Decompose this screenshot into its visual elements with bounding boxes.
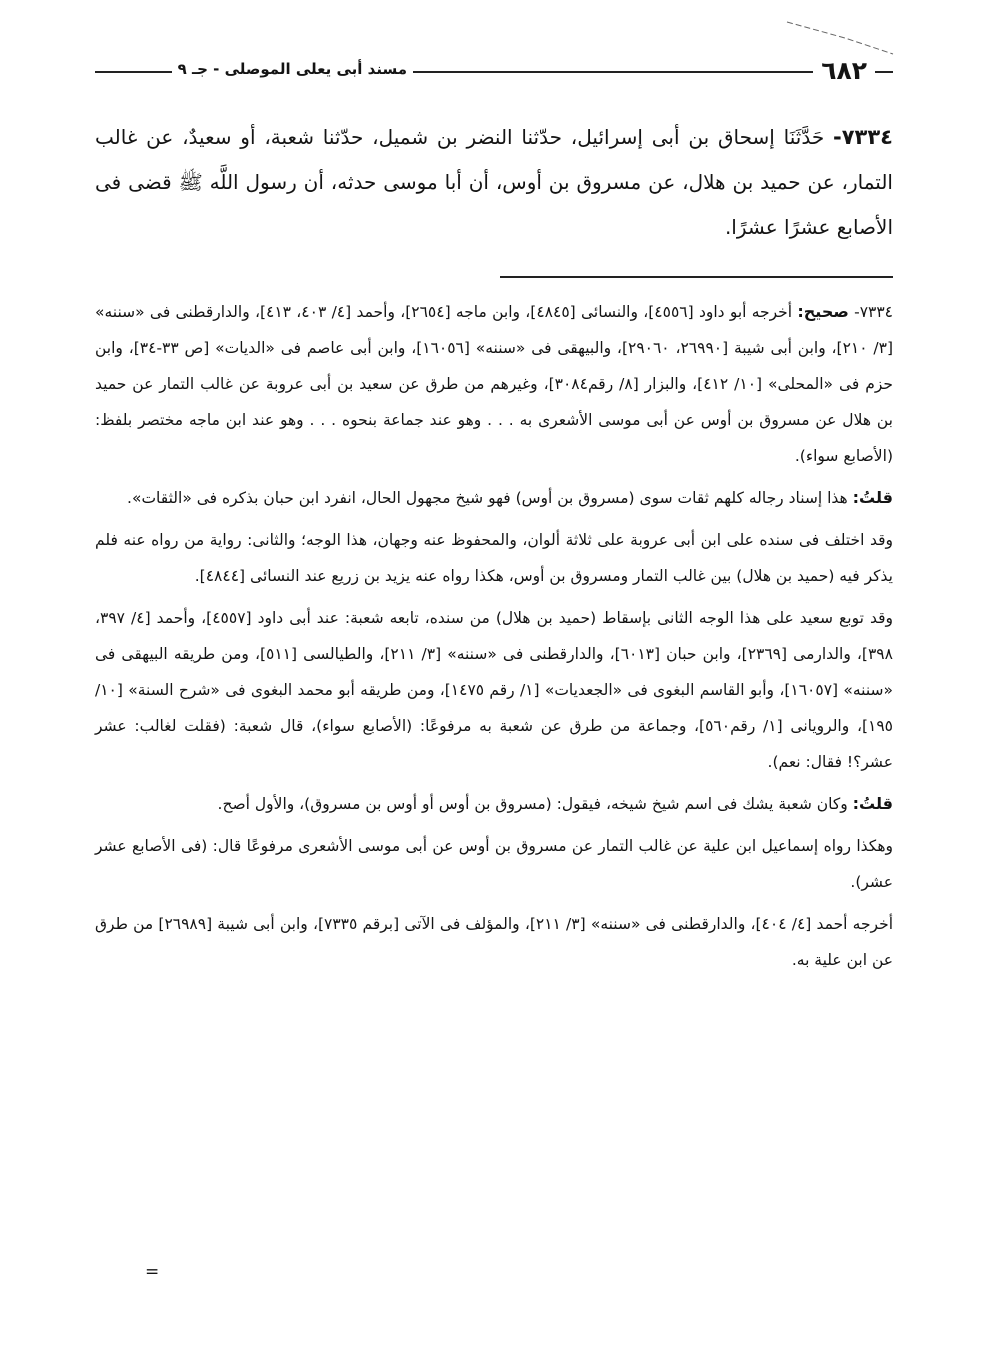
note-text: أخرجه أبو داود [٤٥٥٦]، والنسائى [٤٨٤٥]، وابن ماجه [٢٦٥٤]، وأحمد [٤/ ٤٠٣، ٤١٣]، والدارقطنى فى «سننه» [٣/ ٢١٠]، وابن أبى شيبة [٢٦٩٩٠، ٢٩٠٦٠]، والبيهقى فى «سننه» [١٦٠٥٦]، وابن أبى عاصم فى «الديات» [ص ٣٣-٣٤]، وابن حزم فى «المحلى» [١٠/ ٤١٢]، والبزار [٨/ رقم٣٠٨٤]، وغيرهم من طرق عن سعيد بن أبى عروبة عن غالب التمار عن حميد بن هلال عن مسروق بن أوس عن أبى موسى الأشعرى به . . . وهو عند جماعة بنحوه . . . وهو عند ابن ماجه مختصر بلفظ: (الأصابع سواء). [95, 303, 894, 465]
note-text: هذا إسناد رجاله كلهم ثقات سوى (مسروق بن أوس) فهو شيخ مجهول الحال، انفرد ابن حبان بذكره فى «الثقات». [127, 489, 848, 507]
qultu-label: قلتُ: [852, 794, 893, 813]
note-paragraph [95, 522, 893, 594]
page-header [95, 58, 893, 88]
note-text: وكان شعبة يشك فى اسم شيخ شيخه، فيقول: (مسروق بن أوس أو أوس بن مسروق)، والأول أصح. [217, 795, 848, 813]
note-text: وهكذا رواه إسماعيل ابن علية عن غالب التمار عن مسروق بن أوس عن أبى موسى الأشعرى مرفوعًا قال: (فى الأصابع عشر عشر). [95, 837, 893, 891]
qultu-label: قلتُ: [852, 488, 893, 507]
note-paragraph [95, 480, 893, 516]
note-paragraph [95, 294, 893, 474]
note-text: وقد اختلف فى سنده على ابن أبى عروبة على ثلاثة ألوان، والمحفوظ عنه وجهان، هذا الوجه؛ والثانى: رواية من رواه عنه فلم يذكر فيه (حميد بن هلال) بين غالب التمار ومسروق بن أوس، هكذا رواه عنه يزيد بن زريع عند النسائى [٤٨٤٤]. [95, 531, 893, 585]
page-number: ٦٨٢ [813, 56, 875, 85]
grading-label: صحيح: [797, 302, 849, 321]
footnote-divider [500, 276, 893, 278]
note-text: وقد توبع سعيد على هذا الوجه الثانى بإسقاط (حميد بن هلال) من سنده، تابعه شعبة: عند أبى داود [٤٥٥٧]، وأحمد [٤/ ٣٩٧، ٣٩٨]، والدارمى [٢٣٦٩]، وابن حبان [٦٠١٣]، والدارقطنى فى «سننه» [٣/ ٢١١]، والطيالسى [٥١١]، ومن طريقه البيهقى فى «سننه» [١٦٠٥٧]، وأبو القاسم البغوى فى «الجعديات» [١/ رقم ١٤٧٥]، ومن طريقه أبو محمد البغوى فى «شرح السنة» [١٠/ ١٩٥]، والرويانى [١/ رقم٥٦٠]، وجماعة من طرق عن شعبة به مرفوعًا: (الأصابع سواء)، قال شعبة: (فقلت لغالب: عشر عشر؟! فقال: نعم). [95, 609, 894, 771]
note-paragraph [95, 906, 893, 978]
note-paragraph [95, 828, 893, 900]
continuation-mark: = [145, 1262, 160, 1282]
note-number: ٧٣٣٤- [854, 303, 894, 321]
running-title: مسند أبى يعلى الموصلى - جـ ٩ [172, 60, 413, 78]
note-paragraph [95, 786, 893, 822]
hadith-body: حَدَّثَنَا إسحاق بن أبى إسرائيل، حدّثنا النضر بن شميل، حدّثنا شعبة، أو سعيدٌ، عن غالب التمار، عن حميد بن هلال، عن مسروق بن أوس، أن أبا موسى حدثه، أن رسول اللَّه ﷺ قضى فى الأصابع عشرًا عشرًا. [95, 125, 893, 239]
hadith-number: ٧٣٣٤- [833, 125, 894, 149]
note-text: أخرجه أحمد [٤/ ٤٠٤]، والدارقطنى فى «سننه» [٣/ ٢١١]، والمؤلف فى الآتى [برقم ٧٣٣٥]، وابن أبى شيبة [٢٦٩٨٩] من طرق عن ابن علية به. [95, 915, 893, 969]
hadith-text [95, 115, 893, 250]
commentary [95, 294, 893, 984]
corner-pencil-mark [785, 18, 895, 58]
note-paragraph [95, 600, 893, 780]
